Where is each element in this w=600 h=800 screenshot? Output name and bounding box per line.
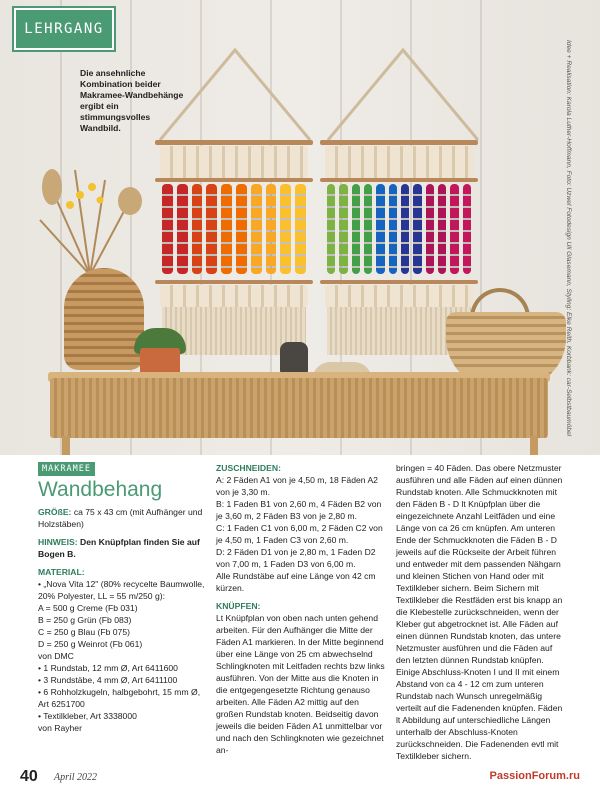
yarn-strand xyxy=(327,184,335,274)
yarn-strand xyxy=(450,184,458,274)
yarn-strand xyxy=(364,184,372,274)
material-heading: MATERIAL: xyxy=(38,567,85,577)
column-3 xyxy=(396,462,564,762)
yarn-strand xyxy=(339,184,347,274)
yarn-strand xyxy=(352,184,360,274)
hint-info: HINWEIS: Den Knüpfplan finden Sie auf Bogen B. xyxy=(38,537,200,559)
yarn-strand xyxy=(438,184,446,274)
yarn-strand xyxy=(426,184,434,274)
net-pattern-right xyxy=(325,146,473,178)
net-pattern-right-bottom xyxy=(325,285,473,307)
wicker-vase xyxy=(64,268,144,370)
yarn-strand xyxy=(236,184,247,274)
yarn-strand xyxy=(401,184,409,274)
column-2 xyxy=(216,462,386,756)
yarn-strand xyxy=(389,184,397,274)
knot-heading: KNÜPFEN: xyxy=(216,601,261,611)
cut-end: Alle Rundstäbe auf eine Länge von 42 cm kürzen. xyxy=(216,571,376,593)
section-label: LEHRGANG xyxy=(14,8,114,50)
material-item: • 6 Rohholzkugeln, halbgebohrt, 15 mm Ø, Art 6251700 xyxy=(38,687,201,709)
rod-right-top xyxy=(320,140,478,145)
knot-text: Lt Knüpfplan von oben nach unten gehend arbeiten. Für den Aufhänger die Mitte der Fäden A1 markieren. In der Mitte beginnend über eine Länge von 25 cm abwechselnd Schlingknoten mit Leitfaden rechts bzw links ausführen. Von der Mitte aus die Knoten in die entgegengesetzte Richtung genauso arbeiten. Alle Fäden A2 mittig auf den großen Rundstab knoten. Beidseitig davon jeweils die beiden Fäden A1 unmittelbar vor und nach den Schlingknoten wie gezeichnet an- xyxy=(216,613,385,755)
yarn-strand xyxy=(177,184,188,274)
bench-leg xyxy=(62,436,70,455)
yarn-strand xyxy=(251,184,262,274)
material-item: von DMC xyxy=(38,651,74,661)
rod-left-top xyxy=(155,140,313,145)
material-item: • „Nova Vita 12" (80% recycelte Baumwolle, 20% Polyester, LL = 55 m/250 g): xyxy=(38,579,205,601)
material-item: D = 250 g Weinrot (Fb 061) xyxy=(38,639,143,649)
colored-strands-left xyxy=(160,182,308,278)
pampas-grass xyxy=(30,165,150,275)
wicker-bench xyxy=(50,378,548,438)
rod-right-lower xyxy=(320,280,478,284)
issue-date: April 2022 xyxy=(54,772,98,783)
material-item: von Rayher xyxy=(38,723,82,733)
cut-c: C: 1 Faden C1 von 6,00 m, 2 Fäden C2 von je 4,50 m, 1 Faden C3 von 2,60 m. xyxy=(216,523,383,545)
material-item: A = 500 g Creme (Fb 031) xyxy=(38,603,138,613)
cut-a: A: 2 Fäden A1 von je 4,50 m, 18 Fäden A2 von je 3,30 m. xyxy=(216,475,378,497)
watermark: PassionForum.ru xyxy=(489,770,580,782)
photo-credits: Idee + Realisation: Karola Luther-Hoffmann, Foto: Uzwel Fotodesign Uli Glasemann, Styling: Elke Reith, Korbbank: car-Selbstbaumöbel xyxy=(565,40,572,437)
material-item: • Textilkleber, Art 3338000 xyxy=(38,711,137,721)
bench-leg xyxy=(530,436,538,455)
cut-heading: ZUSCHNEIDEN: xyxy=(216,463,281,473)
size-info: GRÖßE: ca 75 x 43 cm (mit Aufhänger und Holzstäben) xyxy=(38,507,203,529)
yarn-strand xyxy=(206,184,217,274)
colored-strands-right xyxy=(325,182,473,278)
net-pattern-left-bottom xyxy=(160,285,308,307)
column-1 xyxy=(38,462,206,734)
material-item: B = 250 g Grün (Fb 083) xyxy=(38,615,132,625)
rod-left-lower xyxy=(155,280,313,284)
yarn-strand xyxy=(280,184,291,274)
yarn-strand xyxy=(192,184,203,274)
net-pattern-left xyxy=(160,146,308,178)
cut-b: B: 1 Faden B1 von 2,60 m, 4 Fäden B2 von je 3,60 m, 2 Fäden B3 von je 2,80 m. xyxy=(216,499,382,521)
page-number: 40 xyxy=(20,768,38,785)
cut-d: D: 2 Fäden D1 von je 2,80 m, 1 Faden D2 von 7,00 m, 1 Faden D3 von 6,00 m. xyxy=(216,547,376,569)
yarn-strand xyxy=(266,184,277,274)
hanger-cord-right xyxy=(318,40,488,150)
yarn-strand xyxy=(463,184,471,274)
yarn-strand xyxy=(295,184,306,274)
material-item: C = 250 g Blau (Fb 075) xyxy=(38,627,130,637)
yarn-strand xyxy=(413,184,421,274)
material-list xyxy=(38,578,206,734)
yarn-strand xyxy=(221,184,232,274)
material-item: • 1 Rundstab, 12 mm Ø, Art 6411600 xyxy=(38,663,178,673)
photo-caption: Die ansehnliche Kombination beider Makramee-Wandbehänge ergibt ein stimmungsvolles Wandbild. xyxy=(80,68,184,133)
page-footer xyxy=(20,768,580,792)
material-item: • 3 Rundstäbe, 4 mm Ø, Art 6411100 xyxy=(38,675,178,685)
article-title: Wandbehang xyxy=(38,478,163,501)
category-tag: MAKRAMEE xyxy=(38,462,95,476)
yarn-strand xyxy=(162,184,173,274)
yarn-strand xyxy=(376,184,384,274)
instructions-continued: bringen = 40 Fäden. Das obere Netzmuster ausführen und alle Fäden auf einen dünnen Rundstab knoten. Alle Schmuckknoten mit den Fäden B - D lt Knüpfplan über die eingezeichnete Anzahl Leitfäden und eine Länge von ca 26 cm knüpfen. Am unteren Ende der Schmuckknoten die Fäden B - D jeweils auf die Rückseite der Arbeit führen und entweder mit dem passenden Nähgarn und kleinen Stichen von Hand oder mit Textilkleber sichern. Beim Sichern mit Textilkleber die Restfäden erst bis knapp an die Klebestelle zurückschneiden, wenn der Kleber gut abgetrocknet ist. Alle Fäden auf einen dünnen Rundstab knoten, das untere Netzmuster ausführen und die Fäden auf den letzten dünnen Rundstab knüpfen. Einige Abschluss-Knoten I und II mit einem Abstand von ca 4 - 12 cm zum unteren Rundstab nach Wunsch unregelmäßig verteilt auf die Fadenenden knüpfen. Fäden lt Abbildung auf unterschiedliche Längen unterhalb der Abschluss-Knoten zurückschneiden. Die Fadenenden evtl mit Textilkleber sichern. xyxy=(396,463,563,761)
